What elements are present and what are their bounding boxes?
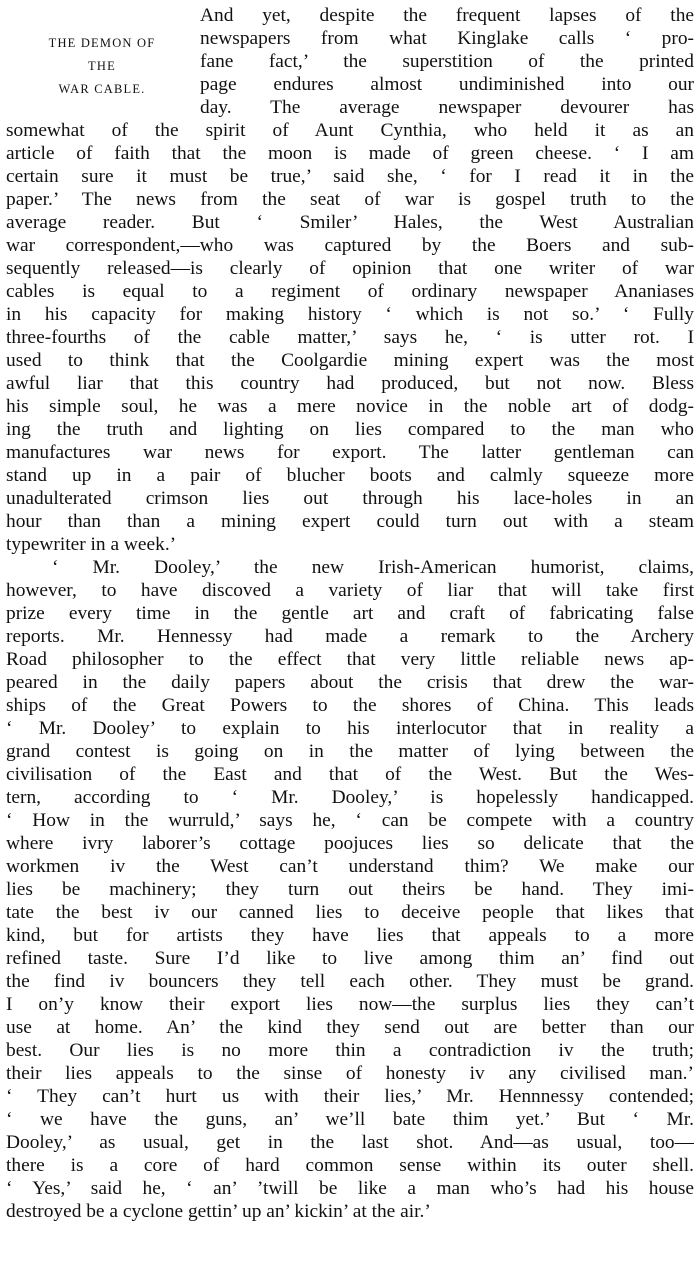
text-line: grand contest is going on in the matter of lying between the xyxy=(6,742,694,762)
text-line: sequently released—is clearly of opinion that one writer of war xyxy=(6,259,694,279)
text-line: Road philosopher to the effect that very little reliable news ap- xyxy=(6,650,694,670)
sidenote-line: THE DEMON OF xyxy=(48,36,156,50)
text-line: use at home. An’ the kind they send out are better than our xyxy=(6,1018,694,1038)
text-line: destroyed be a cyclone gettin’ up an’ kickin’ at the air.’ xyxy=(6,1202,431,1222)
text-line: kind, but for artists they have lies that appeals to a more xyxy=(6,926,694,946)
text-line: tate the best iv our canned lies to deceive people that likes that xyxy=(6,903,694,923)
text-line: awful liar that this country had produced, but not now. Bless xyxy=(6,374,694,394)
text-line: lies be machinery; they turn out theirs be hand. They imi- xyxy=(6,880,694,900)
text-line: stand up in a pair of blucher boots and calmly squeeze more xyxy=(6,466,694,486)
text-line: Dooley,’ as usual, get in the last shot. And—as usual, too— xyxy=(6,1133,694,1153)
text-line: best. Our lies is no more thin a contradiction iv the truth; xyxy=(6,1041,694,1061)
text-line: ships of the Great Powers to the shores of China. This leads xyxy=(6,696,694,716)
text-line: unadulterated crimson lies out through his lace-holes in an xyxy=(6,489,694,509)
text-line: civilisation of the East and that of the West. But the Wes- xyxy=(6,765,694,785)
sidenote-line: THE xyxy=(88,59,116,73)
text-line: ‘ How in the wurruld,’ says he, ‘ can be compete with a country xyxy=(6,811,694,831)
text-line: somewhat of the spirit of Aunt Cynthia, who held it as an xyxy=(6,121,694,141)
text-line: fane fact,’ the superstition of the printed xyxy=(200,52,694,72)
text-line: war correspondent,—who was captured by the Boers and sub- xyxy=(6,236,694,256)
text-line: tern, according to ‘ Mr. Dooley,’ is hopelessly handicapped. xyxy=(6,788,694,808)
text-line: reports. Mr. Hennessy had made a remark to the Archery xyxy=(6,627,694,647)
text-line: ‘ we have the guns, an’ we’ll bate thim yet.’ But ‘ Mr. xyxy=(6,1110,694,1130)
text-line: however, to have discoved a variety of liar that will take first xyxy=(6,581,694,601)
text-line: the find iv bouncers they tell each other. They must be grand. xyxy=(6,972,694,992)
text-line: ‘ They can’t hurt us with their lies,’ Mr. Hennnessy contended; xyxy=(6,1087,694,1107)
text-line: ing the truth and lighting on lies compared to the man who xyxy=(6,420,694,440)
text-line: his simple soul, he was a mere novice in the noble art of dodg- xyxy=(6,397,694,417)
text-line: And yet, despite the frequent lapses of the xyxy=(200,6,694,26)
text-line: their lies appeals to the sinse of honesty iv any civilised man.’ xyxy=(6,1064,694,1084)
text-line: there is a core of hard common sense within its outer shell. xyxy=(6,1156,694,1176)
text-line: ‘ Mr. Dooley,’ the new Irish-American humorist, claims, xyxy=(52,558,694,578)
text-line: ‘ Yes,’ said he, ‘ an’ ’twill be like a man who’s had his house xyxy=(6,1179,694,1199)
text-line: article of faith that the moon is made of green cheese. ‘ I am xyxy=(6,144,694,164)
text-line: newspapers from what Kinglake calls ‘ pro- xyxy=(200,29,694,49)
text-line: I on’y know their export lies now—the surplus lies they can’t xyxy=(6,995,694,1015)
text-line: used to think that the Coolgardie mining expert was the most xyxy=(6,351,694,371)
text-line: ‘ Mr. Dooley’ to explain to his interlocutor that in reality a xyxy=(6,719,694,739)
text-line: hour than than a mining expert could turn out with a steam xyxy=(6,512,694,532)
text-line: in his capacity for making history ‘ which is not so.’ ‘ Fully xyxy=(6,305,694,325)
text-line: refined taste. Sure I’d like to live among thim an’ find out xyxy=(6,949,694,969)
sidenote-line: WAR CABLE. xyxy=(58,82,146,96)
text-line: peared in the daily papers about the crisis that drew the war- xyxy=(6,673,694,693)
text-line: prize every time in the gentle art and craft of fabricating false xyxy=(6,604,694,624)
text-line: paper.’ The news from the seat of war is gospel truth to the xyxy=(6,190,694,210)
text-line: where ivry laborer’s cottage poojuces lies so delicate that the xyxy=(6,834,694,854)
text-line: average reader. But ‘ Smiler’ Hales, the West Australian xyxy=(6,213,694,233)
text-line: workmen iv the West can’t understand thim? We make our xyxy=(6,857,694,877)
text-line: typewriter in a week.’ xyxy=(6,535,177,555)
text-line: manufactures war news for export. The latter gentleman can xyxy=(6,443,694,463)
text-line: three-fourths of the cable matter,’ says he, ‘ is utter rot. I xyxy=(6,328,694,348)
sidenote xyxy=(18,32,186,101)
text-line: page endures almost undiminished into our xyxy=(200,75,694,95)
text-line: day. The average newspaper devourer has xyxy=(200,98,694,118)
text-line: cables is equal to a regiment of ordinary newspaper Ananiases xyxy=(6,282,694,302)
text-line: certain sure it must be true,’ said she, ‘ for I read it in the xyxy=(6,167,694,187)
